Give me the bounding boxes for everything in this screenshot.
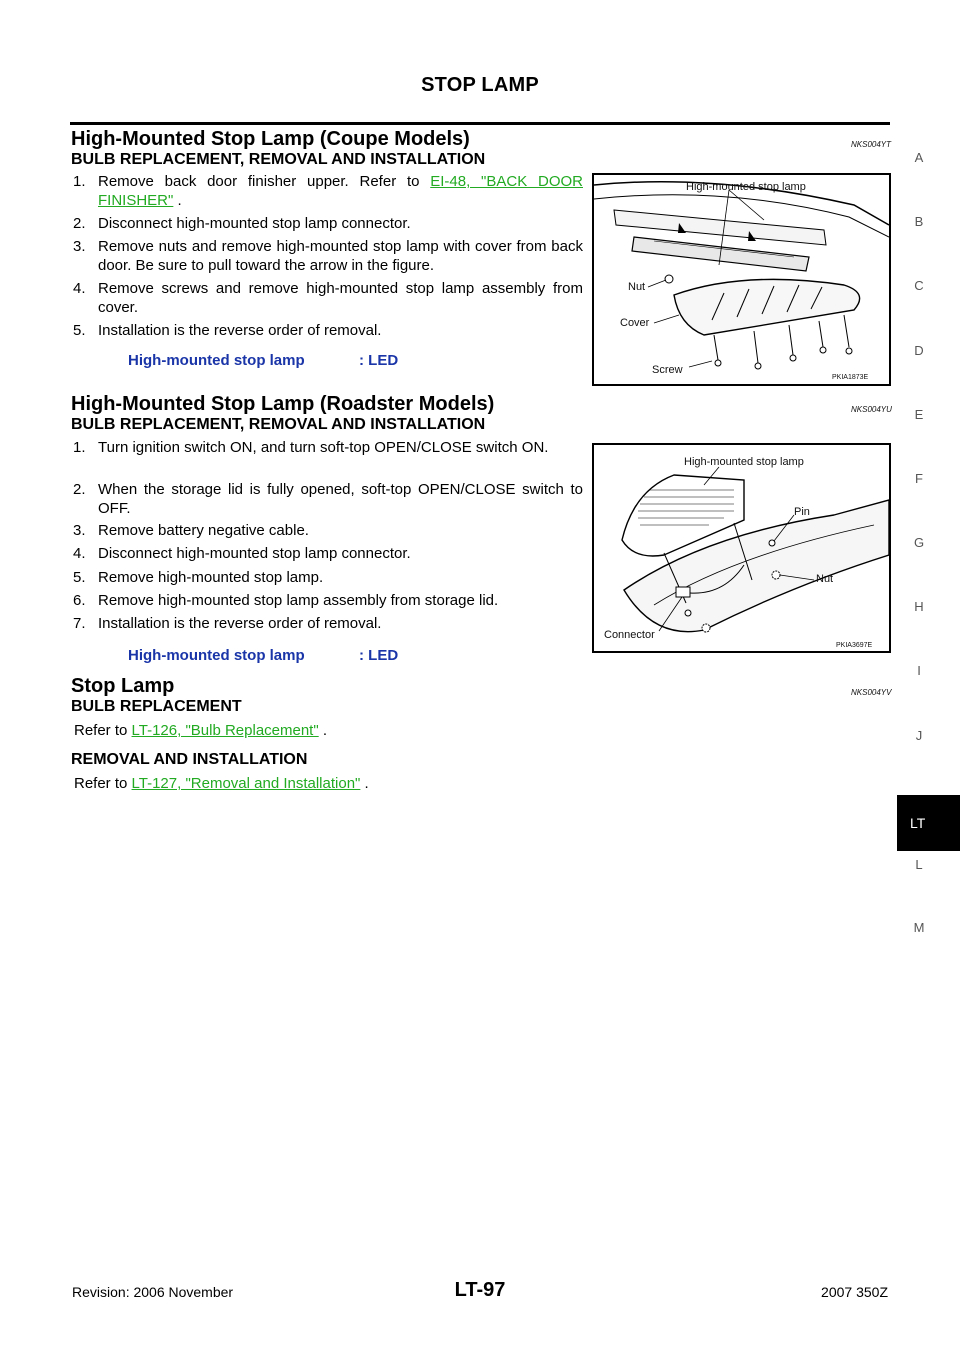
page-title: STOP LAMP <box>421 74 539 96</box>
removal-installation-subheading: REMOVAL AND INSTALLATION <box>71 751 308 768</box>
roadster-fig-code: PKIA3697E <box>836 642 873 649</box>
bulb-replacement-subheading: BULB REPLACEMENT <box>71 698 242 715</box>
coupe-step-2: 2. Disconnect high-mounted stop lamp connector. <box>73 215 411 232</box>
bulb-replacement-ref: Refer to LT-126, "Bulb Replacement" . <box>74 722 328 739</box>
coupe-step-1: 1. Remove back door finisher upper. Refer to EI-48, "BACK DOOR FINISHER" . <box>73 173 583 209</box>
side-index-a[interactable]: A <box>914 150 924 165</box>
coupe-fig-label-lamp: High-mounted stop lamp <box>686 181 806 193</box>
footer-revision: Revision: 2006 November <box>72 1284 234 1300</box>
coupe-subheading: BULB REPLACEMENT, REMOVAL AND INSTALLATION <box>71 151 486 168</box>
coupe-step-5: 5. Installation is the reverse order of removal. <box>73 322 382 339</box>
roadster-heading: High-Mounted Stop Lamp (Roadster Models) <box>71 393 495 415</box>
roadster-figure <box>592 443 891 653</box>
roadster-fig-label-lamp: High-mounted stop lamp <box>684 456 804 468</box>
coupe-heading: High-Mounted Stop Lamp (Coupe Models) <box>71 128 470 150</box>
roadster-step-4: 4. Disconnect high-mounted stop lamp connector. <box>73 545 411 562</box>
coupe-fig-label-cover: Cover <box>620 317 650 329</box>
back-door-finisher-link[interactable]: EI-48, "BACK DOOR FINISHER" <box>98 173 583 209</box>
coupe-figure <box>592 173 891 386</box>
roadster-spec-value: : LED <box>359 647 399 664</box>
roadster-step-6: 6. Remove high-mounted stop lamp assembly from storage lid. <box>73 592 499 609</box>
stop-lamp-ref-code: NKS004YV <box>851 688 892 697</box>
coupe-step-3: 3. Remove nuts and remove high-mounted stop lamp with cover from back door. Be sure to pull toward the arrow in the figure. <box>73 238 583 274</box>
footer-model: 2007 350Z <box>821 1284 888 1300</box>
removal-installation-ref: Refer to LT-127, "Removal and Installation" . <box>74 775 369 792</box>
coupe-illustration <box>594 175 889 384</box>
coupe-fig-label-nut: Nut <box>628 281 646 293</box>
stop-lamp-heading: Stop Lamp <box>71 675 175 697</box>
bulb-replacement-link[interactable]: LT-126, "Bulb Replacement" <box>131 722 319 739</box>
header-rule <box>70 122 890 125</box>
side-index-g[interactable]: G <box>913 535 925 550</box>
side-index-h[interactable]: H <box>914 599 924 614</box>
roadster-subheading: BULB REPLACEMENT, REMOVAL AND INSTALLATION <box>71 416 486 433</box>
side-index-i[interactable]: I <box>917 663 921 678</box>
roadster-fig-label-connector: Connector <box>604 629 655 641</box>
roadster-step-5: 5. Remove high-mounted stop lamp. <box>73 569 324 586</box>
coupe-step-4: 4. Remove screws and remove high-mounted stop lamp assembly from cover. <box>73 280 583 316</box>
coupe-fig-label-screw: Screw <box>652 364 683 376</box>
coupe-ref-code: NKS004YT <box>851 140 892 149</box>
side-index-d[interactable]: D <box>914 343 924 358</box>
side-index-c[interactable]: C <box>914 278 924 293</box>
side-index-j[interactable]: J <box>915 728 923 743</box>
roadster-step-1: 1. Turn ignition switch ON, and turn soft-top OPEN/CLOSE switch ON. <box>73 439 549 456</box>
roadster-spec-label: High-mounted stop lamp <box>128 647 305 664</box>
removal-installation-link[interactable]: LT-127, "Removal and Installation" <box>131 775 361 792</box>
roadster-step-7: 7. Installation is the reverse order of removal. <box>73 615 382 632</box>
roadster-ref-code: NKS004YU <box>851 405 892 414</box>
side-index-l[interactable]: L <box>915 857 923 872</box>
roadster-illustration <box>594 445 889 651</box>
side-index-f[interactable]: F <box>915 471 923 486</box>
roadster-step-2: 2. When the storage lid is fully opened, soft-top OPEN/CLOSE switch to OFF. <box>73 481 583 517</box>
roadster-fig-label-nut: Nut <box>816 573 834 585</box>
side-index-lt-tab[interactable]: LT <box>897 795 960 851</box>
coupe-fig-code: PKIA1873E <box>832 374 869 381</box>
roadster-fig-label-pin: Pin <box>794 506 810 518</box>
roadster-step-3: 3. Remove battery negative cable. <box>73 522 309 539</box>
side-index-m[interactable]: M <box>913 920 925 935</box>
footer-page-code: LT-97 <box>454 1279 506 1301</box>
coupe-spec-label: High-mounted stop lamp <box>128 352 305 369</box>
coupe-spec-value: : LED <box>359 352 399 369</box>
side-index-e[interactable]: E <box>914 407 924 422</box>
side-index-b[interactable]: B <box>914 214 924 229</box>
